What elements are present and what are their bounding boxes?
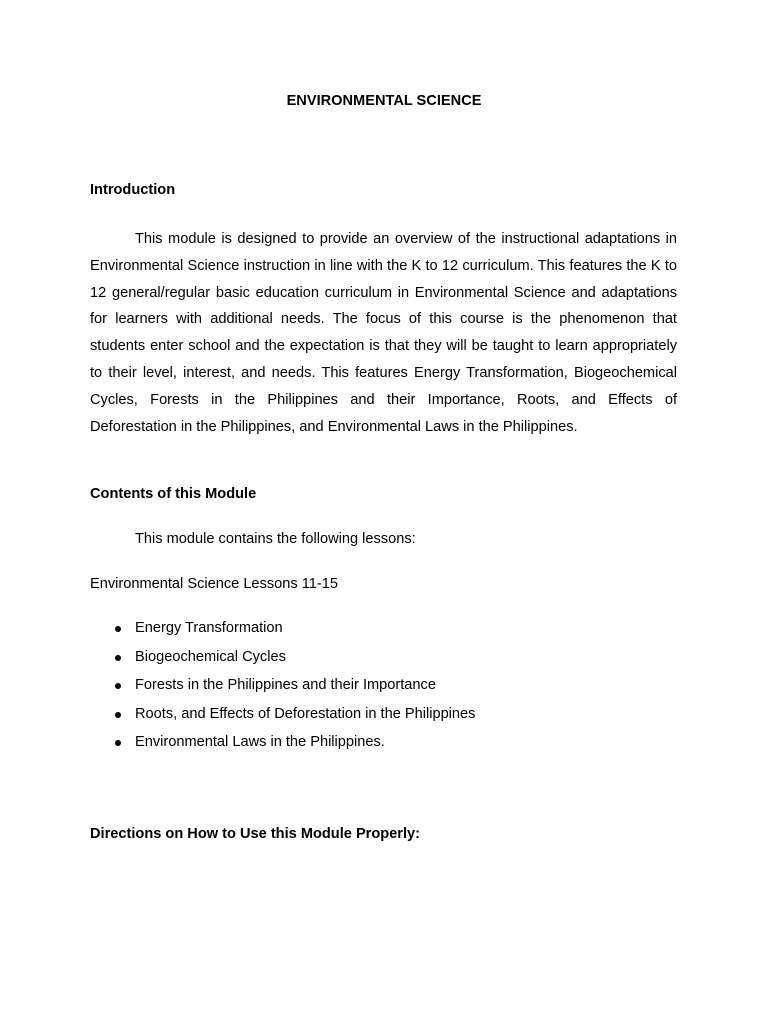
bullet-icon (115, 683, 121, 689)
lesson-label: Forests in the Philippines and their Importance (135, 677, 436, 694)
lesson-label: Biogeochemical Cycles (135, 648, 286, 665)
bullet-icon (115, 740, 121, 746)
lessons-title: Environmental Science Lessons 11-15 (90, 576, 338, 592)
bullet-icon (115, 712, 121, 718)
contents-heading: Contents of this Module (90, 486, 257, 502)
lesson-list (90, 620, 475, 763)
bullet-icon (115, 655, 121, 661)
lesson-label: Roots, and Effects of Deforestation in the Philippines (135, 705, 476, 722)
lesson-label: Energy Transformation (135, 620, 283, 636)
directions-heading: Directions on How to Use this Module Properly: (90, 826, 421, 842)
list-item (90, 734, 475, 763)
introduction-heading: Introduction (90, 182, 176, 198)
introduction-paragraph: This module is designed to provide an overview of the instructional adaptations in Environmental Science instruction in line with the K to 12 curriculum. This features the K to 12 general/regular basic education curriculum in Environmental Science and adaptations for learners with additional needs. The focus of this course is the phenomenon that students enter school and the expectation is that they will be taught to learn appropriately to their level, interest, and needs. This features Energy Transformation, Biogeochemical Cycles, Forests in the Philippines and their Importance, Roots, and Effects of Deforestation in the Philippines, and Environmental Laws in the Philippines. (90, 231, 677, 435)
list-item (90, 649, 475, 678)
document-title: ENVIRONMENTAL SCIENCE (286, 93, 482, 109)
list-item (90, 620, 475, 649)
contents-intro-text: This module contains the following lessons: (135, 531, 416, 547)
bullet-icon (115, 626, 121, 632)
list-item (90, 706, 475, 735)
lesson-label: Environmental Laws in the Philippines. (135, 734, 385, 751)
list-item (90, 677, 475, 706)
